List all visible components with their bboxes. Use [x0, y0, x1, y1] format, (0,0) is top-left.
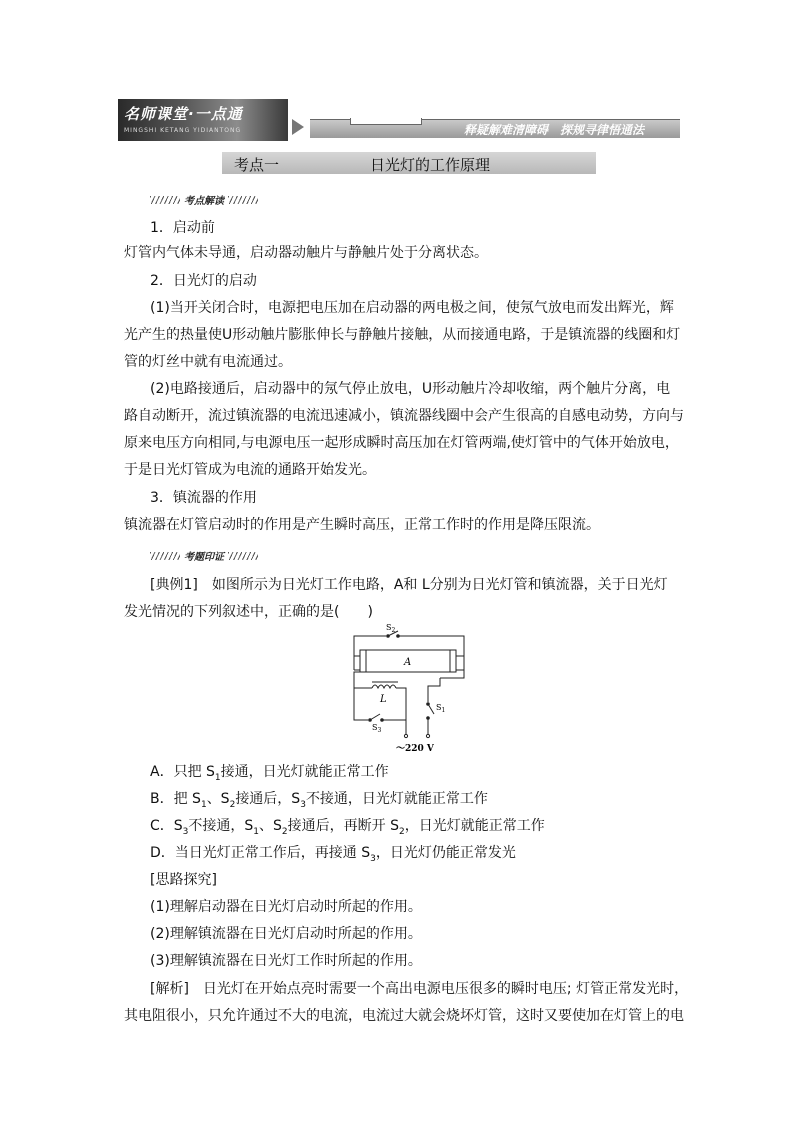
fluorescent-circuit-diagram — [346, 622, 476, 760]
thinking-item: (1)理解启动器在日光灯启动时所起的作用。 — [150, 899, 422, 915]
paragraph-text: 原来电压方向相同,与电源电压一起形成瞬时高压加在灯管两端,使灯管中的气体开始放电， — [124, 435, 679, 451]
banner-tagline: 释疑解难清障碍 探规寻律悟通法 — [463, 123, 644, 137]
play-arrow-icon — [292, 119, 304, 135]
subhead-analysis — [150, 192, 258, 206]
subhead-example — [150, 548, 258, 562]
option-d: D．当日光灯正常工作后，再接通 $S_3$，日光灯仍能正常发光 — [150, 845, 516, 864]
paragraph-heading: 3．镇流器的作用 — [150, 490, 257, 506]
hatch-decoration — [228, 552, 258, 560]
option-a: A．只把 $S_1$接通，日光灯就能正常工作 — [150, 764, 389, 783]
analysis-text: [解析] 日光灯在开始点亮时需要一个高出电源电压很多的瞬时电压; 灯管正常发光时， — [150, 981, 689, 997]
paragraph-text: 光产生的热量使U形动触片膨胀伸长与静触片接触，从而接通电路，于是镇流器的线圈和灯 — [124, 327, 681, 343]
section-number: 考点一 — [234, 156, 280, 174]
paragraph-text: 镇流器在灯管启动时的作用是产生瞬时高压，正常工作时的作用是降压限流。 — [124, 517, 600, 533]
banner-notch — [350, 118, 422, 125]
paragraph-text: 路自动断开，流过镇流器的电流迅速减小，镇流器线圈中会产生很高的自感电动势，方向与 — [124, 408, 684, 424]
ballast-label: L — [380, 694, 387, 705]
s2-label: $S_2$ — [386, 623, 396, 634]
header-banner — [118, 99, 680, 141]
paragraph-text: 管的灯丝中就有电流通过。 — [124, 354, 292, 370]
voltage-label: ～220 V — [396, 744, 434, 754]
thinking-item: (3)理解镇流器在日光灯工作时所起的作用。 — [150, 953, 422, 969]
paragraph-text: (1)当开关闭合时，电源把电压加在启动器的两电极之间，使氖气放电而发出辉光，辉 — [150, 300, 674, 316]
paragraph-heading: 1．启动前 — [150, 220, 215, 236]
paragraph-heading: 2．日光灯的启动 — [150, 273, 257, 289]
paragraph-text: 于是日光灯管成为电流的通路开始发光。 — [124, 462, 376, 478]
logo-text: 名师课堂·一点通 — [124, 105, 243, 123]
thinking-heading: [思路探究] — [150, 872, 217, 888]
brand-logo — [118, 99, 288, 141]
s3-label: $S_3$ — [372, 723, 382, 734]
s1-label: $S_1$ — [436, 703, 446, 714]
paragraph-text: (2)电路接通后，启动器中的氖气停止放电，U形动触片冷却收缩，两个触片分离，电 — [150, 381, 671, 397]
section-title-bar — [222, 152, 596, 174]
banner-bar — [310, 119, 680, 138]
question-text: [典例1] 如图所示为日光灯工作电路，A和 L分别为日光灯管和镇流器，关于日光灯 — [150, 577, 668, 593]
logo-subtext: MINGSHI KETANG YIDIANTONG — [124, 127, 242, 134]
question-text: 发光情况的下列叙述中，正确的是( ) — [124, 604, 373, 620]
option-c: C．$S_3$不接通，$S_1$、$S_2$接通后，再断开 $S_2$，日光灯就能正常工作 — [150, 818, 545, 837]
subhead-text: 考题印证 — [184, 552, 224, 563]
option-b: B．把 $S_1$、$S_2$接通后，$S_3$不接通，日光灯就能正常工作 — [150, 791, 488, 810]
section-title: 日光灯的工作原理 — [370, 156, 491, 174]
hatch-decoration — [228, 196, 258, 204]
analysis-text: 其电阻很小，只允许通过不大的电流，电流过大就会烧坏灯管，这时又要使加在灯管上的电 — [124, 1008, 684, 1024]
paragraph-text: 灯管内气体未导通，启动器动触片与静触片处于分离状态。 — [124, 245, 488, 261]
thinking-item: (2)理解镇流器在日光灯启动时所起的作用。 — [150, 926, 422, 942]
lamp-label: A — [404, 657, 412, 668]
subhead-text: 考点解读 — [184, 196, 224, 207]
hatch-decoration — [150, 552, 180, 560]
hatch-decoration — [150, 196, 180, 204]
